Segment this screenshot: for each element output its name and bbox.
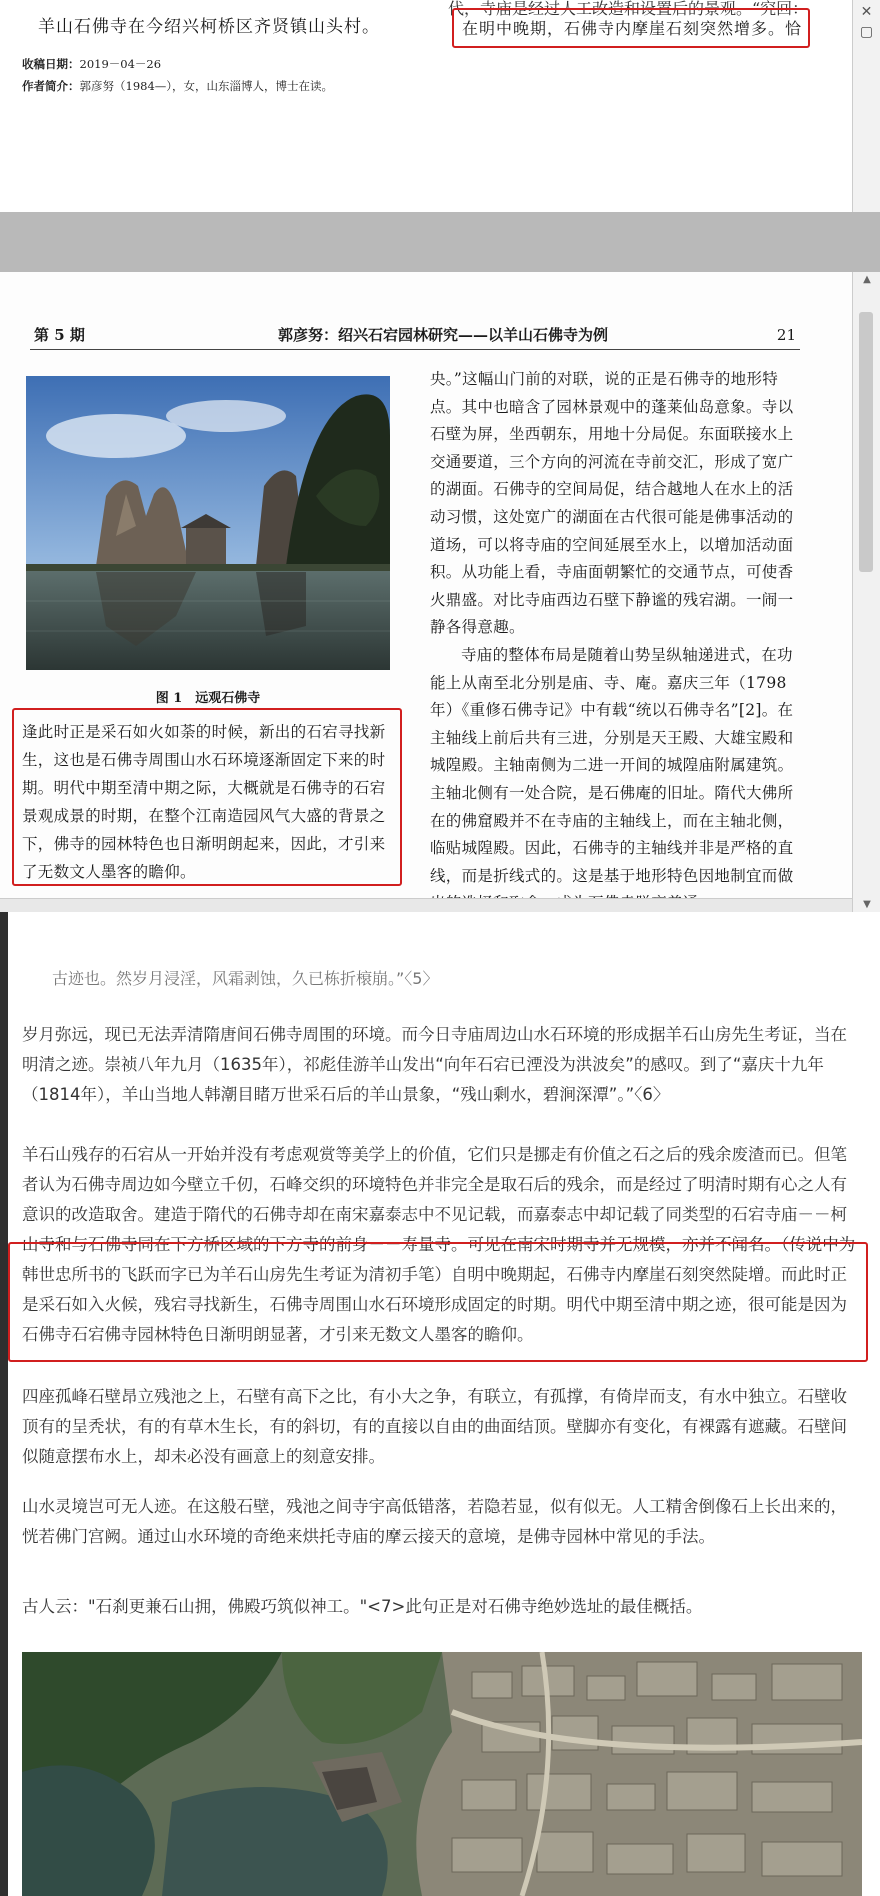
author-bio-line [22,78,333,94]
left-edge-bar [0,912,8,1896]
cut-off-text-line: 代，寺庙是经过人工改造和设置后的景观。“究回： [448,0,809,18]
top-paper-strip [0,0,880,212]
issue-number: 第 5 期 [34,326,85,344]
page-gap [0,212,880,272]
scroll-down-icon[interactable]: ▼ [863,899,871,910]
close-icon[interactable]: ✕ [860,4,873,20]
article-paragraph-2: 羊石山残存的石宕从一开始并没有考虑观赏等美学上的价值，它们只是挪走有价值之石之后的残余废渣而已。但笔者认为石佛寺周边如今壁立千仞，石峰交织的环境特色并非完全是取石后的残余，而是经过了明清时期有心之人有意识的改造取舍。建造于隋代的石佛寺却在南宋嘉泰志中不见记载，而嘉泰志中却记载了同类型的石宕寺庙－－柯山寺和与石佛寺同在下方桥区域的下方寺的前身－－寿量寺。可见在南宋时期寺并无规模，亦并不闻名。（传说中为韩世忠所书的飞跃而字已为羊石山房先生考证为清初手笔）自明中晚期起，石佛寺内摩崖石刻突然陡增。而此时正是采石如入火候，残宕寻找新生，石佛寺周围山水石环境形成固定的时期。明代中期至清中期之迹，很可能是因为石佛寺石宕佛寺园林特色日渐明朗显著，才引来无数文人墨客的瞻仰。 [22,1145,856,1344]
satellite-view [22,1652,862,1896]
received-date-line [22,56,161,72]
right-paragraph-1: 央。”这幅山门前的对联，说的正是石佛寺的地形特点。其中也暗含了园林景观中的蓬莱仙岛意象。寺以石壁为屏，坐西朝东，用地十分局促。东面联接水上交通要道，三个方向的河流在寺前交汇，形成了宽广的湖面。石佛寺的空间局促，结合越地人在水上的活动习惯，这处宽广的湖面在古代很可能是佛事活动的道场，可以将寺庙的空间延展至水上，以增加活动面积。从功能上看，寺庙面朝繁忙的交通节点，可使香火鼎盛。对比寺庙西边石壁下静谧的残宕湖。一闹一静各得意趣。 [430,370,794,637]
figure-caption: 图 1 远观石佛寺 [155,691,261,706]
right-column [430,366,798,912]
paper-page [0,272,880,912]
figure-1-photo [26,376,390,670]
article-paragraph-1: 岁月弥远，现已无法弄清隋唐间石佛寺周围的环境。而今日寺庙周边山水石环境的形成据羊石山房先生考证，当在明清之迹。崇祯八年九月（1635年），祁彪佳游羊山发出“向年石宕已湮没为洪波矣”的感叹。到了“嘉庆十九年（1814年），羊山当地人韩潮目睹万世采石后的羊山景象，“残山剩水，碧涧深潭”。”〈6〉 [22,1025,847,1104]
horizontal-scrollbar[interactable] [0,898,852,912]
right-paragraph-2: 寺庙的整体布局是随着山势呈纵轴递进式，在功能上从南至北分别是庙、寺、庵。嘉庆三年（1798年）《重修石佛寺记》中有载“统以石佛寺名”[2]。在主轴线上前后共有三进，分别是天王殿、大雄宝殿和城隍殿。主轴南侧为二进一开间的城隍庙附属建筑。主轴北侧有一处合院，是石佛庵的旧址。隋代大佛所在的佛窟殿并不在寺庙的主轴线上，而在主轴北侧，临贴城隍殿。因此，石佛寺的主轴线并非是严格的直线，而是折线式的。这是基于地形特色因地制宜而做 [430,645,794,885]
received-date: 2019－04－26 [79,57,162,71]
highlighted-sentence-top: 在明中晚期，石佛寺内摩崖石刻突然增多。恰 [462,19,803,38]
highlighted-paragraph-left: 逢此时正是采石如火如荼的时候，新出的石宕寻找新生，这也是石佛寺周围山水石环境逐渐固定下来的时期。明代中期至清中期之际，大概就是石佛寺的石宕景观成景的时期，在整个江南造园风气大盛的背景之下，佛寺的园林特色也日渐明朗起来，因此，才引来了无数文人墨客的瞻仰。 [22,723,386,881]
author-bio: 郭彦努（1984—），女，山东淄博人，博士在读。 [79,79,334,93]
quote-line: 古迹也。然岁月浸淫，风霜剥蚀，久已栋折榱崩。”〈5〉 [52,969,439,988]
scroll-thumb[interactable] [859,312,873,572]
vertical-scrollbar[interactable] [852,272,880,912]
satellite-map-image [22,1652,862,1896]
running-title: 郭彦努：绍兴石宕园林研究——以羊山石佛寺为例 [278,326,609,344]
location-line: 羊山石佛寺在今绍兴柯桥区齐贤镇山头村。 [38,17,380,37]
article-paragraph-4: 山水灵境岂可无人迹。在这般石壁，残池之间寺宇高低错落，若隐若显，似有似无。人工精舍倒像石上长出来的，恍若佛门宫阙。通过山水环境的奇绝来烘托寺庙的摩云接天的意境，是佛寺园林中常见的手法。 [22,1497,847,1546]
author-label: 作者简介： [22,79,80,93]
web-article [0,912,880,1896]
article-paragraph-5: 古人云："石刹更兼石山拥，佛殿巧筑似神工。"<7>此句正是对石佛寺绝妙选址的最佳概括。 [22,1597,703,1616]
highlight-box-article [8,1242,868,1362]
expand-icon[interactable]: ▢ [859,24,874,40]
article-paragraph-3: 四座孤峰石壁昂立残池之上，石壁有高下之比，有小大之争，有联立，有孤撑，有倚岸而支，有水中独立。石壁收顶有的呈秃状，有的有草木生长，有的斜切，有的直接以自由的曲面结顶。壁脚亦有变化，有裸露有遮藏。石壁间似随意摆布水上，却未必没有画意上的刻意安排。 [22,1387,847,1466]
received-label: 收稿日期： [22,57,80,71]
scroll-up-icon[interactable]: ▲ [863,274,871,285]
side-toolbar [852,0,880,212]
page-number: 21 [776,326,796,344]
temple-photo [26,376,390,670]
page-header [30,322,800,350]
